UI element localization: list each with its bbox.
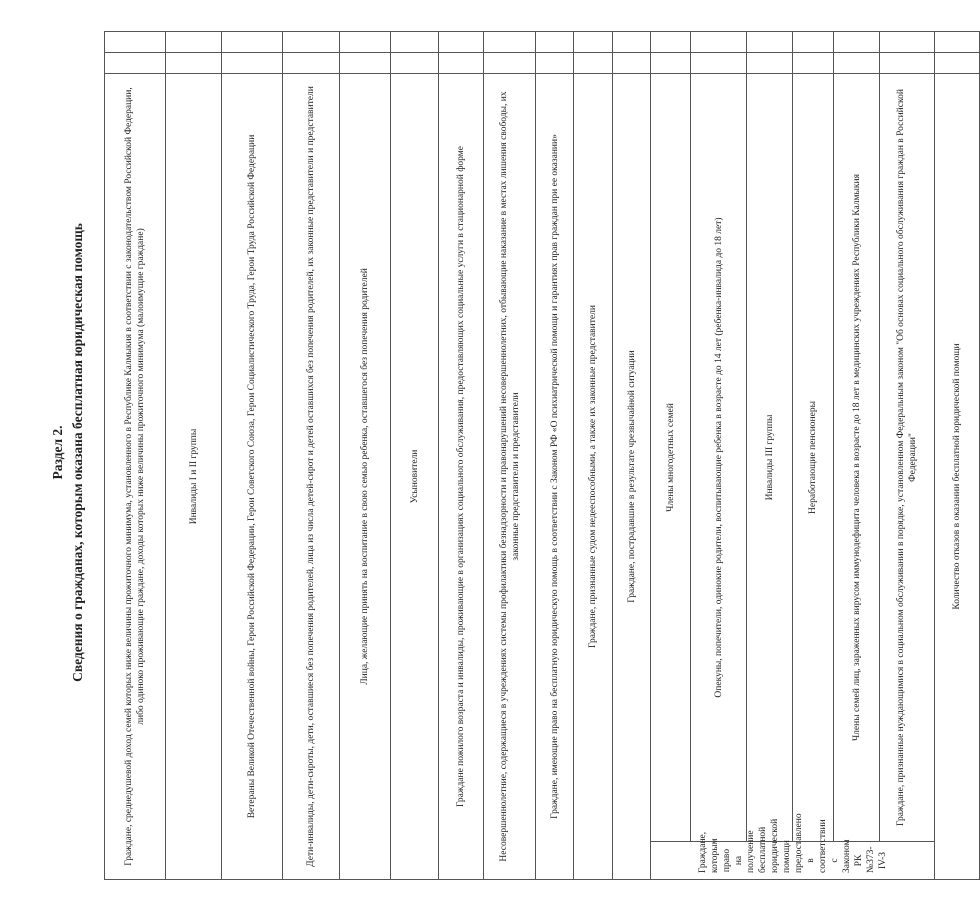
value-cell (340, 52, 391, 73)
table-row (536, 31, 574, 879)
value-cell (391, 52, 439, 73)
value-cell (484, 52, 536, 73)
value-cell (166, 31, 222, 52)
refusals-label: Количество отказов в оказании бесплатной юридической помощи (935, 73, 980, 879)
value-cell (574, 52, 613, 73)
value-cell (793, 52, 834, 73)
table-row (222, 31, 283, 879)
row-label: Дети-инвалиды, дети-сироты, дети, оставшиеся без попечения родителей, лица из числа детей-сирот и детей оставшихся без попечения родителей, их законные представители и представители (283, 73, 340, 879)
value-cell (105, 31, 166, 52)
row-label: Граждане пожилого возраста и инвалиды, проживающие в организациях социального обслуживания, предоставляющих социальные услуги в стационарной форме (439, 73, 484, 879)
value-cell (439, 31, 484, 52)
value-cell (222, 31, 283, 52)
table-row (935, 31, 980, 879)
table-row (340, 31, 391, 879)
table-row (613, 31, 651, 879)
value-cell (747, 52, 793, 73)
group-item-label: Граждане, признанные нуждающимися в социальном обслуживании в порядке, установленном Федеральным законом "Об основах социального обслуживания граждан в Российской Федерации" (880, 73, 935, 841)
row-label: Несовершеннолетние, содержащиеся в учреждениях системы профилактики безнадзорности и правонарушений несовершеннолетних, отбывающие наказание в местах лишения свободы, их законные представители и представители (484, 73, 536, 879)
row-label: Лица, желающие принять на воспитание в свою семью ребенка, оставшегося без попечения родителей (340, 73, 391, 879)
value-cell (880, 52, 935, 73)
value-cell (105, 52, 166, 73)
table-row (439, 31, 484, 879)
row-label: Граждане, среднедушевой доход семей которых ниже величины прожиточного минимума, установленного в Республике Калмыкия в соответствии с законодательством Российской Федерации, либо одиноко проживающие граждане, доходы которых ниже величины прожиточного минимума (малоимущие граждане) (105, 73, 166, 879)
value-cell (834, 52, 880, 73)
group-item-label: Члены семей лиц, зараженных вирусом иммунодефицита человека в возрасте до 18 лет в медицинских учреждениях Республики Калмыкия (834, 73, 880, 841)
group-item-label: Опекуны, попечители, одинокие родители, воспитывающие ребенка в возрасте до 14 лет (ребенка-инвалида до 18 лет) (691, 73, 747, 841)
table-row (283, 31, 340, 879)
value-cell (747, 31, 793, 52)
value-cell (691, 31, 747, 52)
table-row (391, 31, 439, 879)
value-cell (834, 31, 880, 52)
row-label: Граждане, признанные судом недееспособными, а также их законные представители (574, 73, 613, 879)
row-label: Ветераны Великой Отечественной войны, Герои Российской Федерации, Герои Советского Союза, Герои Социалистического Труда, Герои Труда Российской Федерации (222, 73, 283, 879)
section-number: Раздел 2. (50, 425, 65, 480)
table-row (880, 31, 935, 879)
row-label: Граждане, имеющие право на бесплатную юридическую помощь в соответствии с Законом РФ «О психиатрической помощи и гарантиях прав граждан при ее оказании» (536, 73, 574, 879)
value-cell (574, 31, 613, 52)
group-item-label: Неработающие пенсионеры (793, 73, 834, 841)
value-cell (880, 31, 935, 52)
value-cell (935, 31, 980, 52)
value-cell (613, 31, 651, 52)
group-item-label: Инвалиды III группы (747, 73, 793, 841)
table-row (834, 31, 880, 879)
row-label: Инвалиды I и II группы (166, 73, 222, 879)
table-row (651, 31, 691, 879)
group-header: Граждане, которым право на получение бесплатной юридической помощи предоставлено в соответствии с Законом РК №373-IV-З (651, 842, 935, 880)
table-row (747, 31, 793, 879)
table-row (105, 31, 166, 879)
value-cell (283, 52, 340, 73)
value-cell (793, 31, 834, 52)
table-row (166, 31, 222, 879)
table-row (484, 31, 536, 879)
value-cell (283, 31, 340, 52)
value-cell (651, 31, 691, 52)
section-title: Сведения о гражданах, которым оказана бесплатная юридическая помощь (70, 223, 85, 682)
value-cell (484, 31, 536, 52)
table-row (574, 31, 613, 879)
table-row (691, 31, 747, 879)
table-row (793, 31, 834, 879)
value-cell (935, 52, 980, 73)
citizens-table (104, 31, 980, 880)
row-label: Граждане, пострадавшие в результате чрезвычайной ситуации (613, 73, 651, 879)
value-cell (166, 52, 222, 73)
value-cell (439, 52, 484, 73)
row-label: Усыновители (391, 73, 439, 879)
group-item-label: Члены многодетных семей (651, 73, 691, 841)
value-cell (651, 52, 691, 73)
value-cell (691, 52, 747, 73)
value-cell (536, 52, 574, 73)
value-cell (536, 31, 574, 52)
value-cell (222, 52, 283, 73)
value-cell (340, 31, 391, 52)
value-cell (391, 31, 439, 52)
value-cell (613, 52, 651, 73)
